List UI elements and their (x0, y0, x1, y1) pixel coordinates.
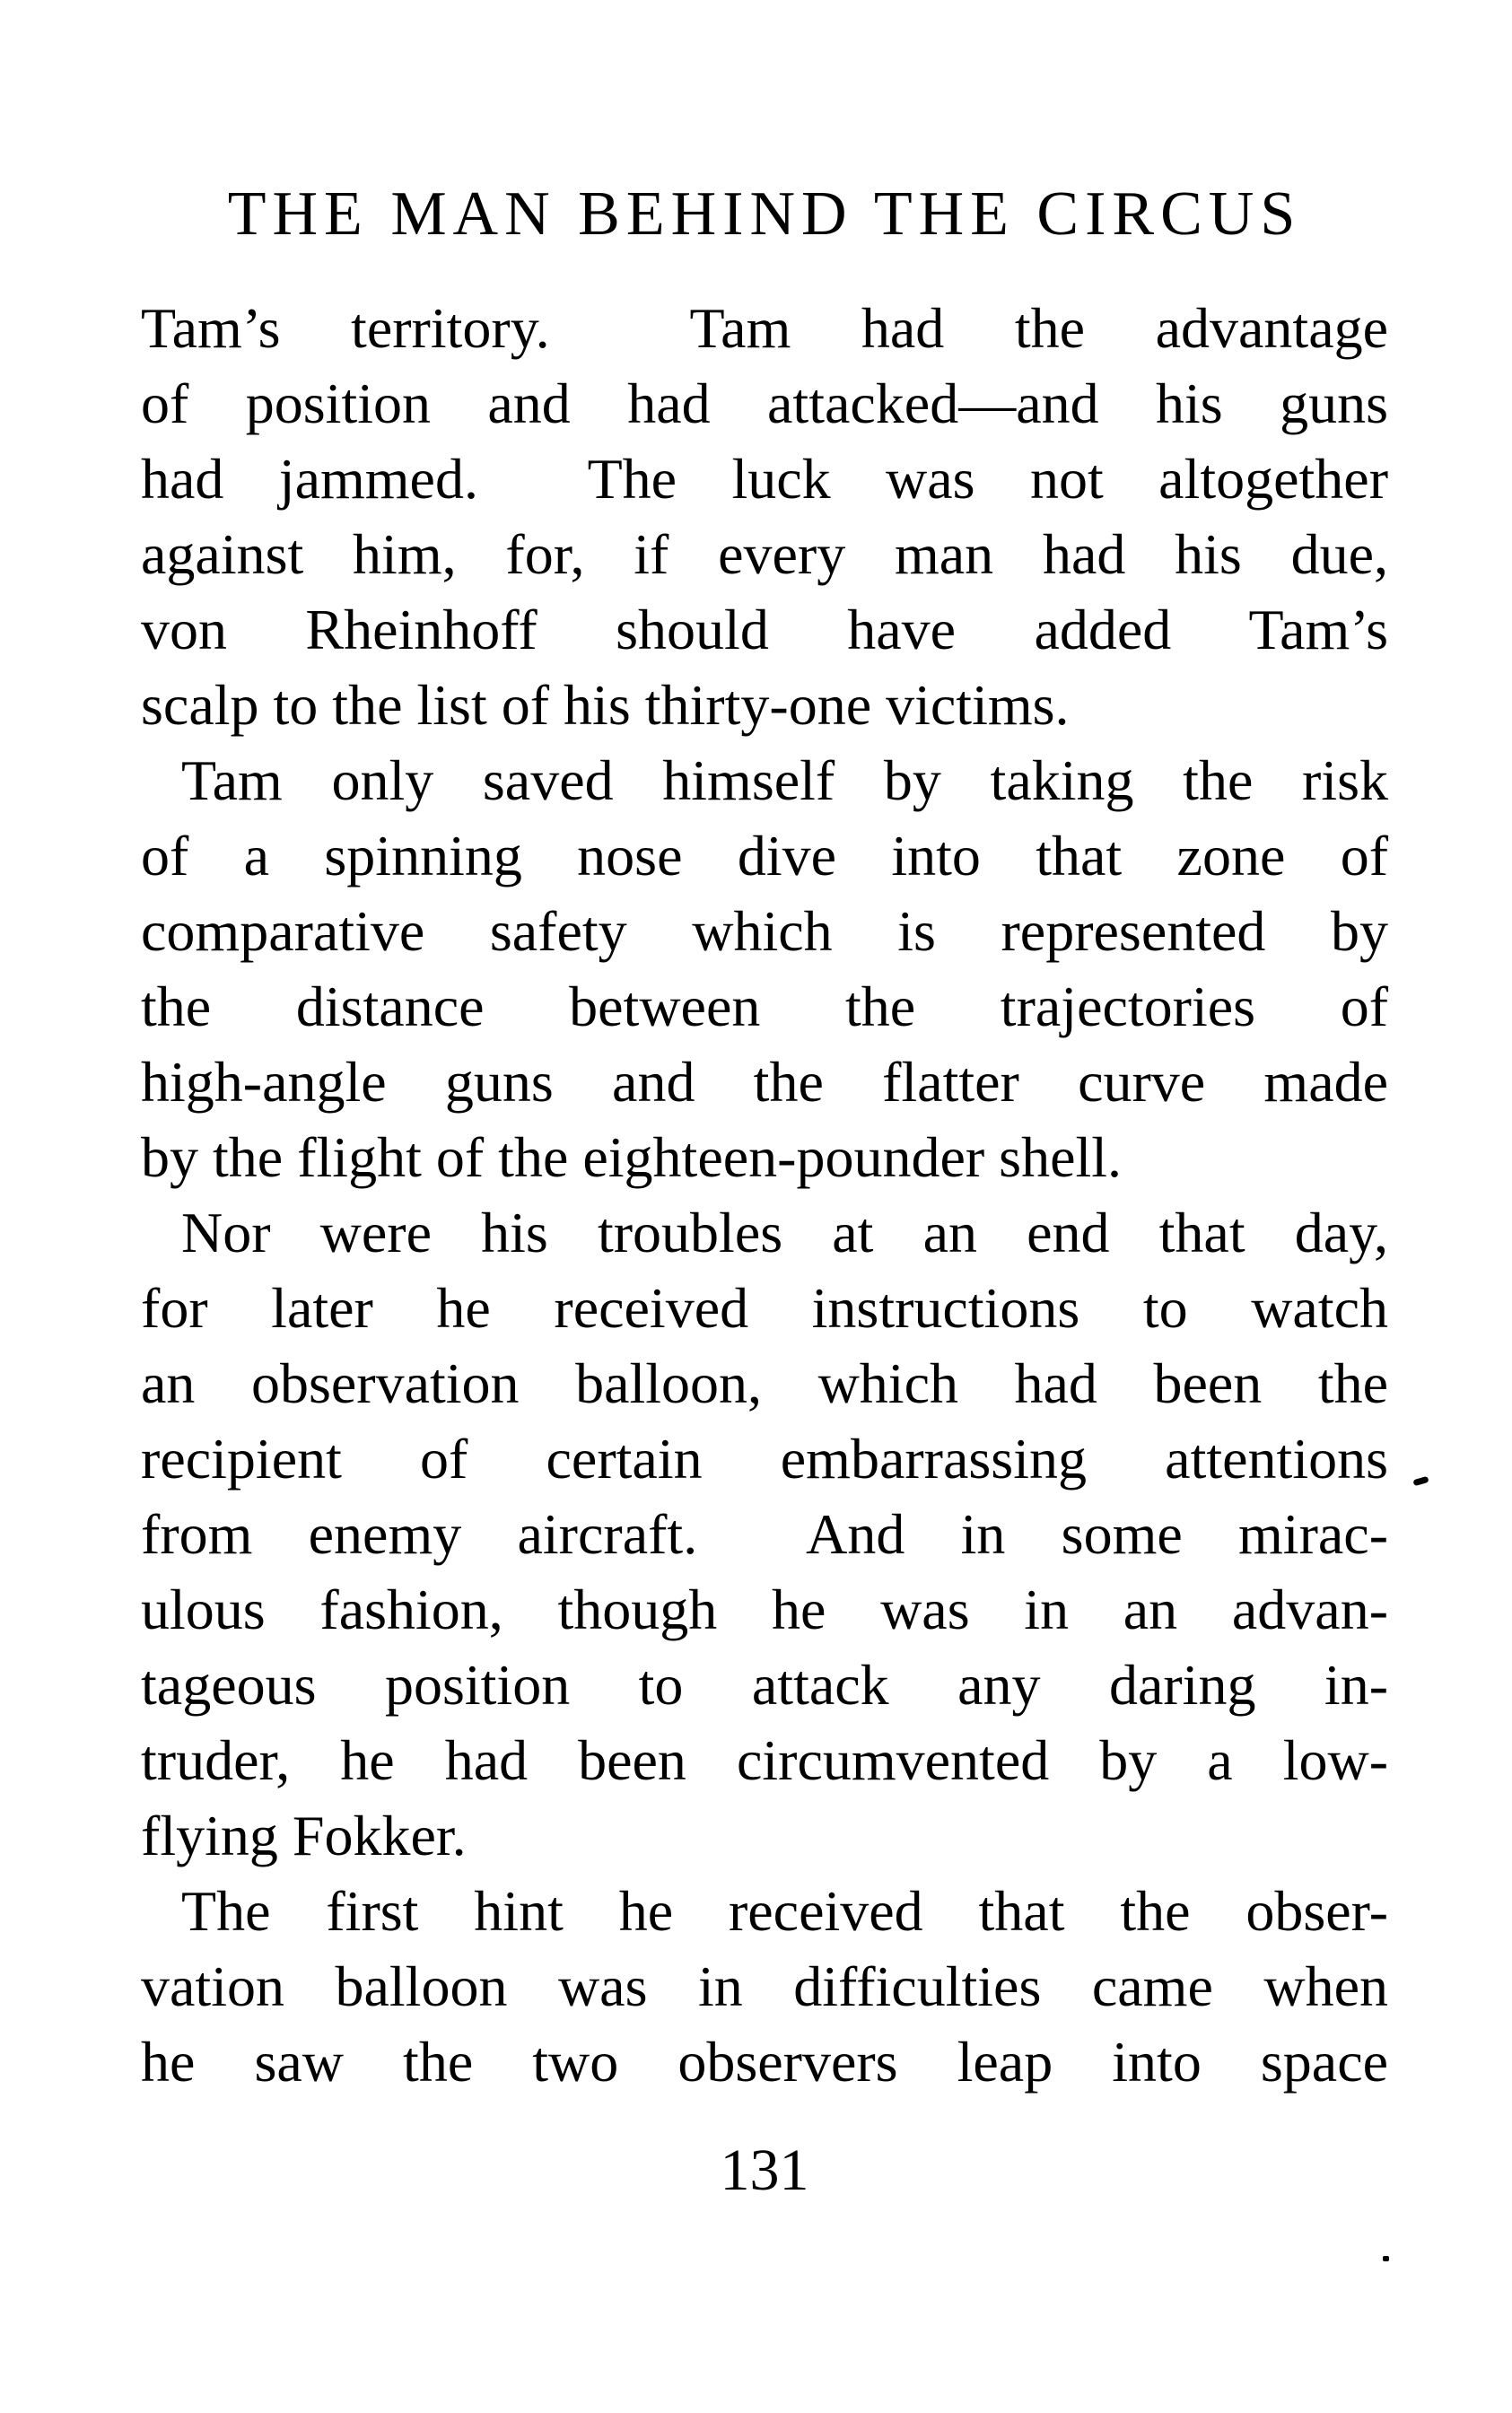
text-line: vation balloon was in difficulties came when (141, 1954, 1388, 2018)
paragraph (141, 1195, 1388, 1874)
text-line: an observation balloon, which had been the (141, 1351, 1388, 1415)
text-line: high-angle guns and the flatter curve made (141, 1050, 1388, 1114)
text-line: he saw the two observers leap into space (141, 2030, 1388, 2094)
text-line: comparative safety which is represented by (141, 899, 1388, 963)
text-line: Nor were his troubles at an end that day, (181, 1201, 1388, 1264)
running-title: THE MAN BEHIND THE CIRCUS (227, 179, 1302, 249)
text-line: Tam only saved himself by taking the risk (181, 748, 1388, 812)
page-body (141, 291, 1388, 2100)
text-line: flying Fokker. (141, 1804, 467, 1867)
text-line: the distance between the trajectories of (141, 975, 1388, 1038)
ink-speck (1412, 1476, 1429, 1486)
text-line: for later he received instructions to watch (141, 1276, 1388, 1340)
paragraph (141, 743, 1388, 1195)
page-number: 131 (720, 2138, 809, 2203)
text-line: von Rheinhoff should have added Tam’s (141, 598, 1388, 661)
ink-speck (1383, 2256, 1389, 2261)
text-line: tageous position to attack any daring in- (141, 1653, 1388, 1717)
text-line: scalp to the list of his thirty-one victims. (141, 673, 1070, 737)
text-line: from enemy aircraft. And in some mirac- (141, 1502, 1388, 1566)
text-line: Tam’s territory. Tam had the advantage (141, 296, 1388, 360)
text-line: had jammed. The luck was not altogether (141, 447, 1388, 511)
paragraph-continuation (141, 291, 1388, 743)
text-line: of a spinning nose dive into that zone of (141, 824, 1388, 887)
text-line: ulous fashion, though he was in an advan- (141, 1578, 1388, 1641)
text-line: of position and had attacked—and his guns (141, 372, 1388, 435)
text-line: The first hint he received that the obser- (181, 1879, 1388, 1943)
text-line: recipient of certain embarrassing attentions (141, 1427, 1388, 1491)
text-line: against him, for, if every man had his due, (141, 522, 1388, 586)
paragraph (141, 1874, 1388, 2100)
text-line: truder, he had been circumvented by a low- (141, 1728, 1388, 1792)
text-line: by the flight of the eighteen-pounder shell. (141, 1125, 1123, 1189)
